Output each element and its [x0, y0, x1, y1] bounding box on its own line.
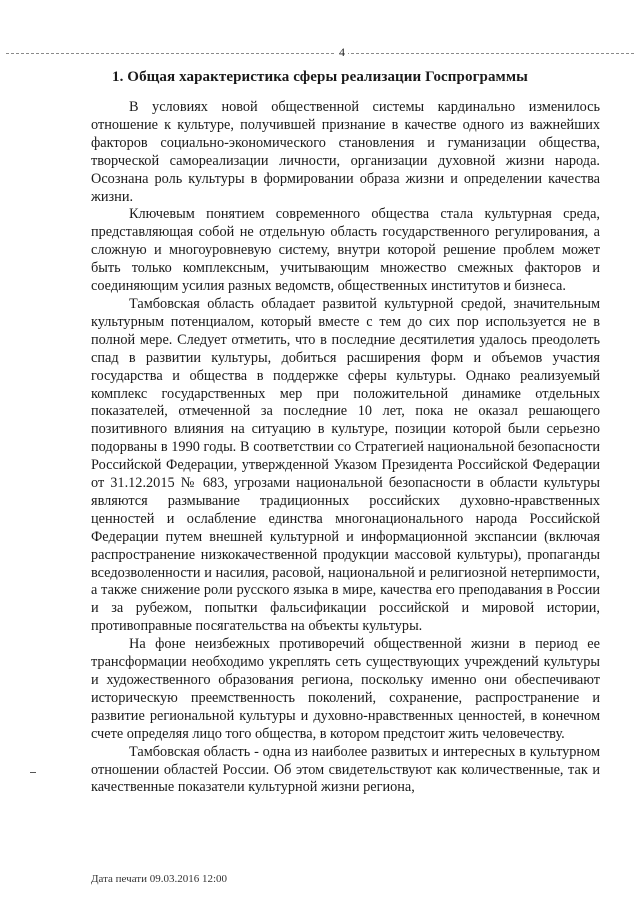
header-rule	[6, 53, 634, 54]
body-text	[91, 99, 600, 797]
print-date-footer: Дата печати 09.03.2016 12:00	[91, 873, 228, 885]
paragraph-3: Тамбовская область обладает развитой культурной средой, значительным культурным потенциалом, который вместе с тем до сих пор используется не в полной мере. Следует отметить, что в последние десятилетия удалось преодолеть спад в развитии культуры, добиться расширения форм и объемов участия государства и общества в поддержке сферы культуры. Однако реализуемый комплекс государственных мер при положительной динамике отдельных показателей, отмеченной за последние 10 лет, пока не оказал решающего позитивного влияния на ситуацию в культуре, позиции которой были серьезно подорваны в 1990 годы. В соответствии со Стратегией национальной безопасности Российской Федерации, утвержденной Указом Президента Российской Федерации от 31.12.2015 № 683, угрозами национальной безопасности в области культуры являются размывание традиционных российских духовно-нравственных ценностей и ослабление единства многонационального народа Российской Федерации путем внешней культурной и информационной экспансии (включая распространение низкокачественной продукции массовой культуры), пропаганды вседозволенности и насилия, расовой, национальной и религиозной нетерпимости, а также снижение роли русского языка в мире, качества его преподавания в России и за рубежом, попытки фальсификации российской и мировой истории, противоправные посягательства на объекты культуры.	[91, 295, 600, 635]
page-number: 4	[336, 45, 348, 59]
paragraph-4: На фоне неизбежных противоречий общественной жизни в период ее трансформации необходимо укреплять сеть существующих учреждений культуры и художественного образования региона, поскольку именно они обеспечивают историческую преемственность поколений, сохранение, распространение и развитие региональной культуры и духовно-нравственных ценностей, в конечном счете определяя лицо того общества, в котором предстоит жить человечеству.	[91, 636, 600, 742]
paragraph-5: Тамбовская область - одна из наиболее развитых и интересных в культурном отношении областей России. Об этом свидетельствуют как количественные, так и качественные показатели культурной жизни региона,	[91, 743, 600, 796]
margin-mark	[30, 772, 36, 773]
paragraph-2: Ключевым понятием современного общества стала культурная среда, представляющая собой не отдельную область государственного регулирования, а сложную и многоуровневую систему, внутри которой решение проблем может быть только комплексным, учитывающим множество смежных факторов и соединяющим усилия разных ведомств, общественных институтов и бизнеса.	[91, 206, 600, 295]
section-heading: 1. Общая характеристика сферы реализации Госпрограммы	[112, 69, 528, 85]
paragraph-1: В условиях новой общественной системы кардинально изменилось отношение к культуре, получившей признание в качестве одного из важнейших факторов социально-экономического становления и гуманизации общества, творческой самореализации личности, организации духовной жизни народа. Осознана роль культуры в формировании образа жизни и определении качества жизни.	[91, 99, 600, 205]
